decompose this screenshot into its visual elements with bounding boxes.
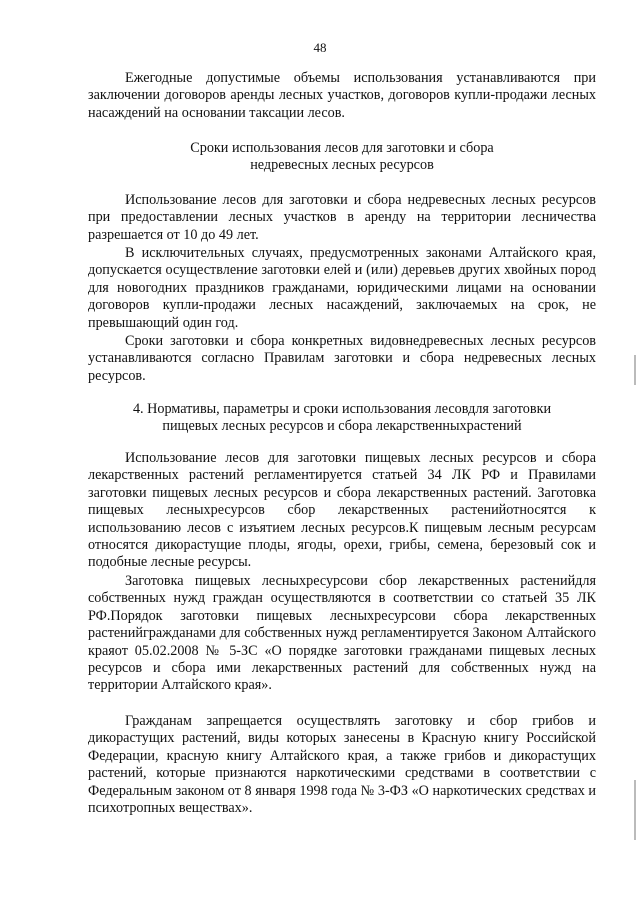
section-heading-nontimber xyxy=(88,140,596,175)
section-heading-food-resources xyxy=(88,401,596,436)
heading-line-2: пищевых лесных ресурсов и сбора лекарственныхрастений xyxy=(162,418,522,435)
paragraph-allowed-volumes: Ежегодные допустимые объемы использования устанавливаются при заключении договоров аренды лесных участков, договоров купли-продажи лесных насаждений на основании таксации лесов. xyxy=(88,70,596,121)
paragraph-citizens-own-needs: Заготовка пищевых лесныхресурсови сбор лекарственных растенийдля собственных нужд граждан осуществляются в соответствии со статьей 35 ЛК РФ.Порядок заготовки пищевых лесныхресурсови сбора лекарственных растенийгражданами для собственных нужд регламентируется Законом Алтайского краяот 05.02.2008 № 5-ЗС «О порядке заготовки гражданами пищевых лесных ресурсов и сбора ими лекарственных растений для собственных нужд на территории Алтайского края». xyxy=(88,573,596,694)
heading-line-1: 4. Нормативы, параметры и сроки использования лесовдля заготовки xyxy=(132,401,552,417)
paragraph-prohibition: Гражданам запрещается осуществлять заготовку и сбор грибов и дикорастущих растений, виды которых занесены в Красную книгу Российской Федерации, красную книгу Алтайского края, а также грибов и дикорастущих растений, которые признаются наркотическими средствами в соответствии с Федеральным законом от 8 января 1998 года № 3-ФЗ «О наркотических средствах и психотропных веществах». xyxy=(88,713,596,817)
paragraph-exceptional-cases: В исключительных случаях, предусмотренных законами Алтайского края, допускается осуществление заготовки елей и (или) деревьев других хвойных пород для новогодних праздников гражданами, юридическими лицами на основании договоров купли-продажи лесных насаждений, заключаемых на срок, не превышающий один год. xyxy=(88,245,596,331)
page-number: 48 xyxy=(313,40,327,55)
heading-line-2: недревесных лесных ресурсов xyxy=(250,157,434,174)
paragraph-harvest-terms: Сроки заготовки и сбора конкретных видовнедревесных лесных ресурсов устанавливаются согласно Правилам заготовки и сбора недревесных лесных ресурсов. xyxy=(88,333,596,384)
paragraph-food-resources-regulation: Использование лесов для заготовки пищевых лесных ресурсов и сбора лекарственных растений регламентируется статьей 34 ЛК РФ и Правилами заготовки пищевых лесных ресурсов и сбора лекарственных растений. Заготовка пищевых лесныхресурсов сбор лекарственных растенийотносятся к использованию лесов с изъятием лесных ресурсов.К пищевым лесным ресурсам относятся дикорастущие плоды, ягоды, орехи, грибы, семена, березовый сок и подобные лесные ресурсы. xyxy=(88,450,596,571)
scan-edge-mark xyxy=(634,780,636,840)
paragraph-lease-terms: Использование лесов для заготовки и сбора недревесных лесных ресурсов при предоставлении лесных участков в аренду на территории лесничества разрешается от 10 до 49 лет. xyxy=(88,192,596,243)
heading-line-1: Сроки использования лесов для заготовки и сбора xyxy=(190,140,494,156)
scan-edge-mark xyxy=(634,355,636,385)
